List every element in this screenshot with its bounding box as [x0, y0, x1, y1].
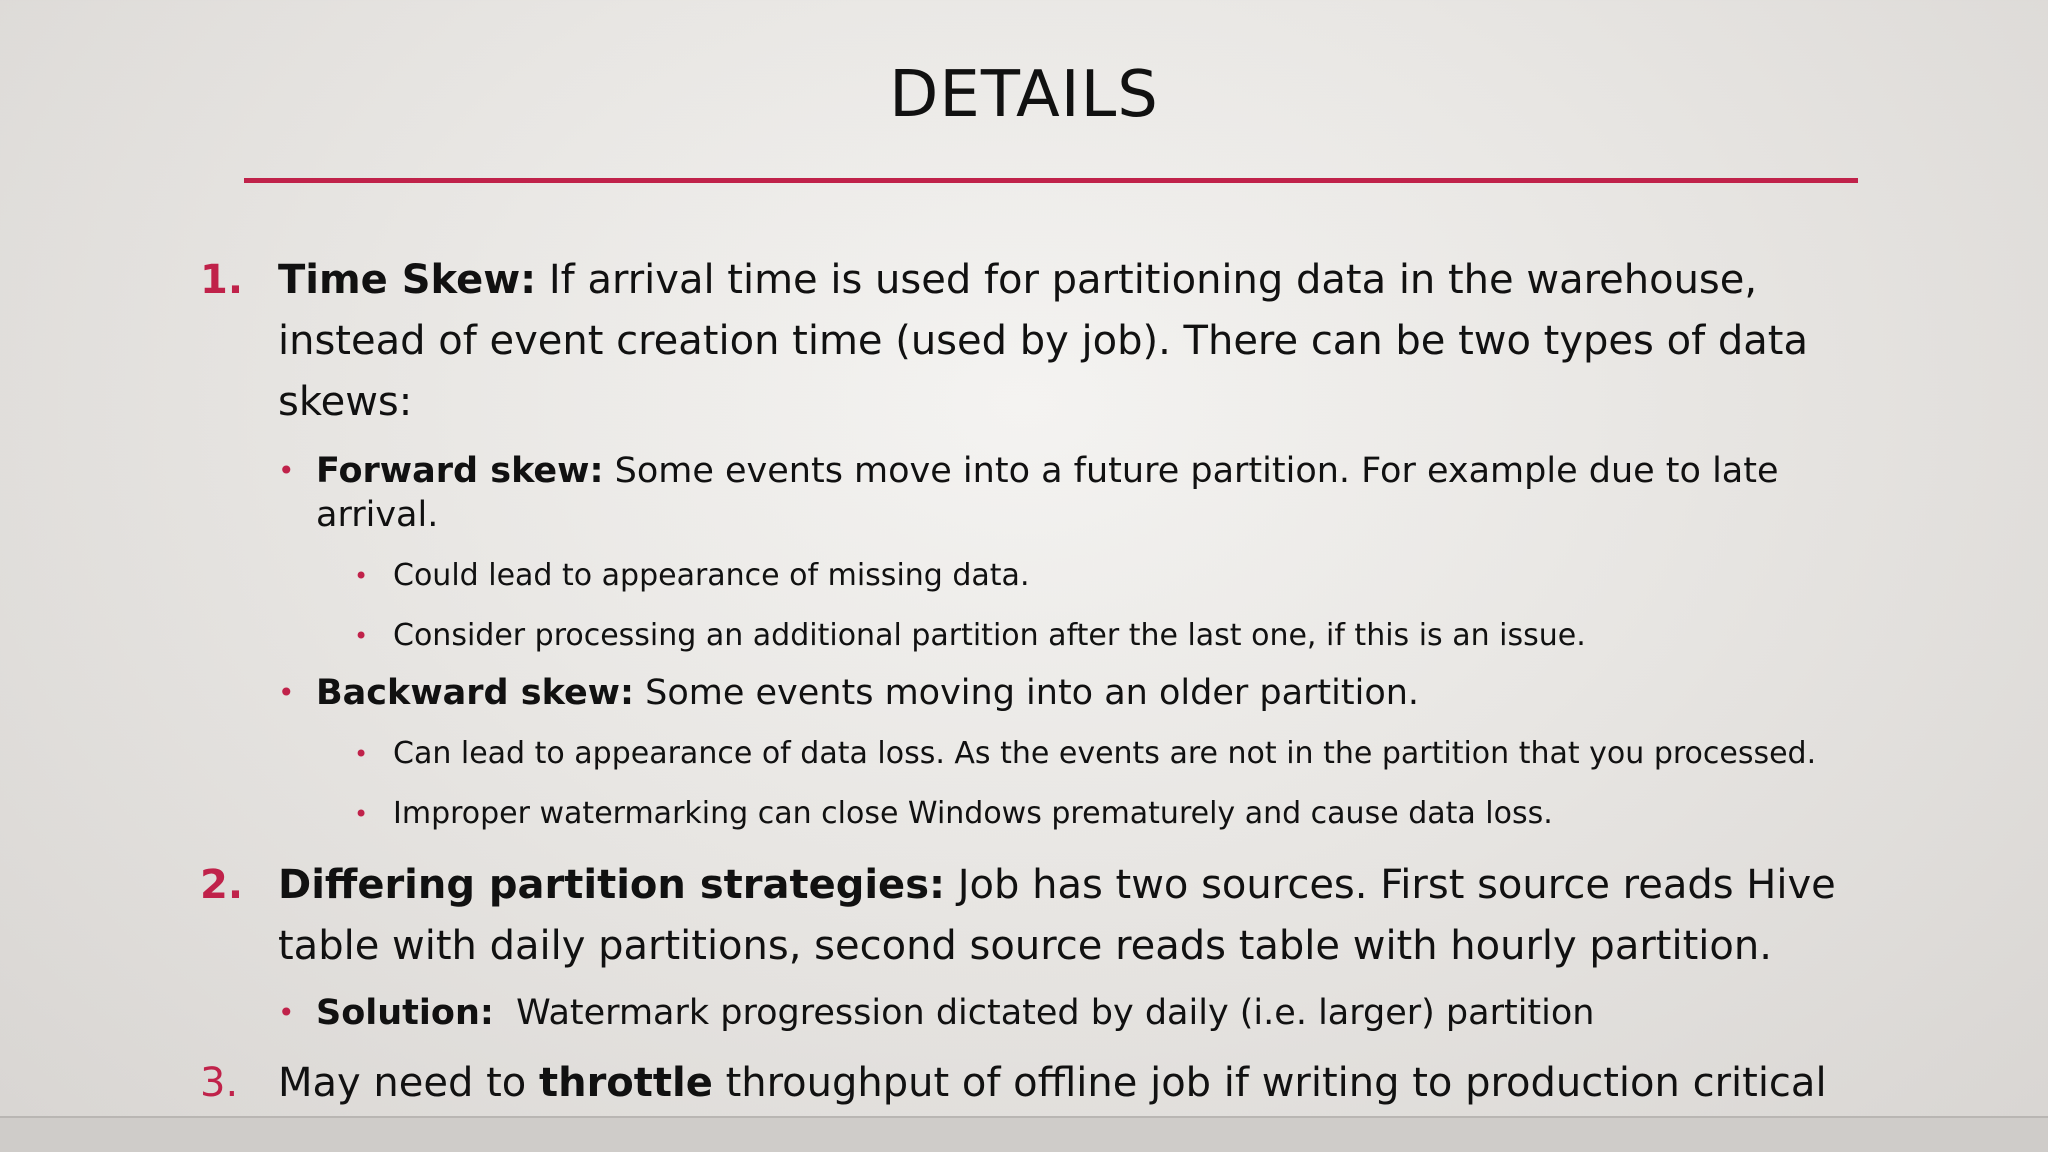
item-text: If arrival time is used for partitioning data in the warehouse, instead of event creation time (used by job). There can be two types of data skews: — [278, 257, 1808, 425]
slide-content — [0, 250, 2048, 1152]
item-heading: throttle — [538, 1060, 713, 1106]
title-divider — [244, 178, 1858, 183]
bullet-dot: • — [278, 454, 295, 487]
sub-bullet — [0, 617, 1953, 655]
bullet-dot: • — [354, 562, 369, 590]
sub-bullet-text: Could lead to appearance of missing data. — [393, 558, 1030, 593]
bullet-text: Watermark progression dictated by daily (i.e. larger) partition — [493, 993, 1595, 1033]
numbered-item-1 — [0, 250, 1858, 433]
sub-bullet-text: Can lead to appearance of data loss. As the events are not in the partition that you processed. — [393, 736, 1817, 771]
bullet-heading: Forward skew: — [316, 451, 604, 491]
bullet-solution — [0, 991, 1876, 1035]
bullet-dot: • — [278, 676, 295, 709]
bullet-heading: Backward skew: — [316, 673, 635, 713]
bullet-dot: • — [354, 622, 369, 650]
bullet-text: Some events moving into an older partition. — [634, 673, 1420, 713]
item-number: 2. — [200, 862, 244, 908]
item-heading: Differing partition strategies: — [278, 862, 945, 908]
sub-bullet-text: Improper watermarking can close Windows prematurely and cause data loss. — [393, 796, 1553, 831]
sub-bullet — [0, 735, 1953, 773]
bullet-text: Some events move into a future partition. For example due to late arrival. — [316, 451, 1779, 535]
sub-bullet — [0, 795, 1953, 833]
bullet-dot: • — [278, 996, 295, 1029]
item-text-prefix: May need to — [278, 1060, 539, 1106]
item-number: 3. — [200, 1060, 239, 1106]
item-text: throughput of offline job if writing to production critical — [725, 1060, 1827, 1106]
item-heading: Time Skew: — [278, 257, 537, 303]
slide-title: DETAILS — [889, 58, 1159, 132]
item-text: Job has two sources. First source reads Hive table with daily partitions, second source reads table with hourly partition. — [278, 862, 1836, 969]
bullet-dot: • — [354, 800, 369, 828]
bullet-dot: • — [354, 740, 369, 768]
bullet-backward-skew — [0, 671, 1876, 715]
bullet-forward-skew — [0, 449, 1876, 537]
sub-bullet — [0, 557, 1953, 595]
numbered-item-2 — [0, 855, 1858, 977]
item-number: 1. — [200, 257, 244, 303]
sub-bullet-text: Consider processing an additional partition after the last one, if this is an issue. — [393, 618, 1586, 653]
bullet-heading: Solution: — [316, 993, 494, 1033]
footer-bar — [0, 1116, 2048, 1152]
